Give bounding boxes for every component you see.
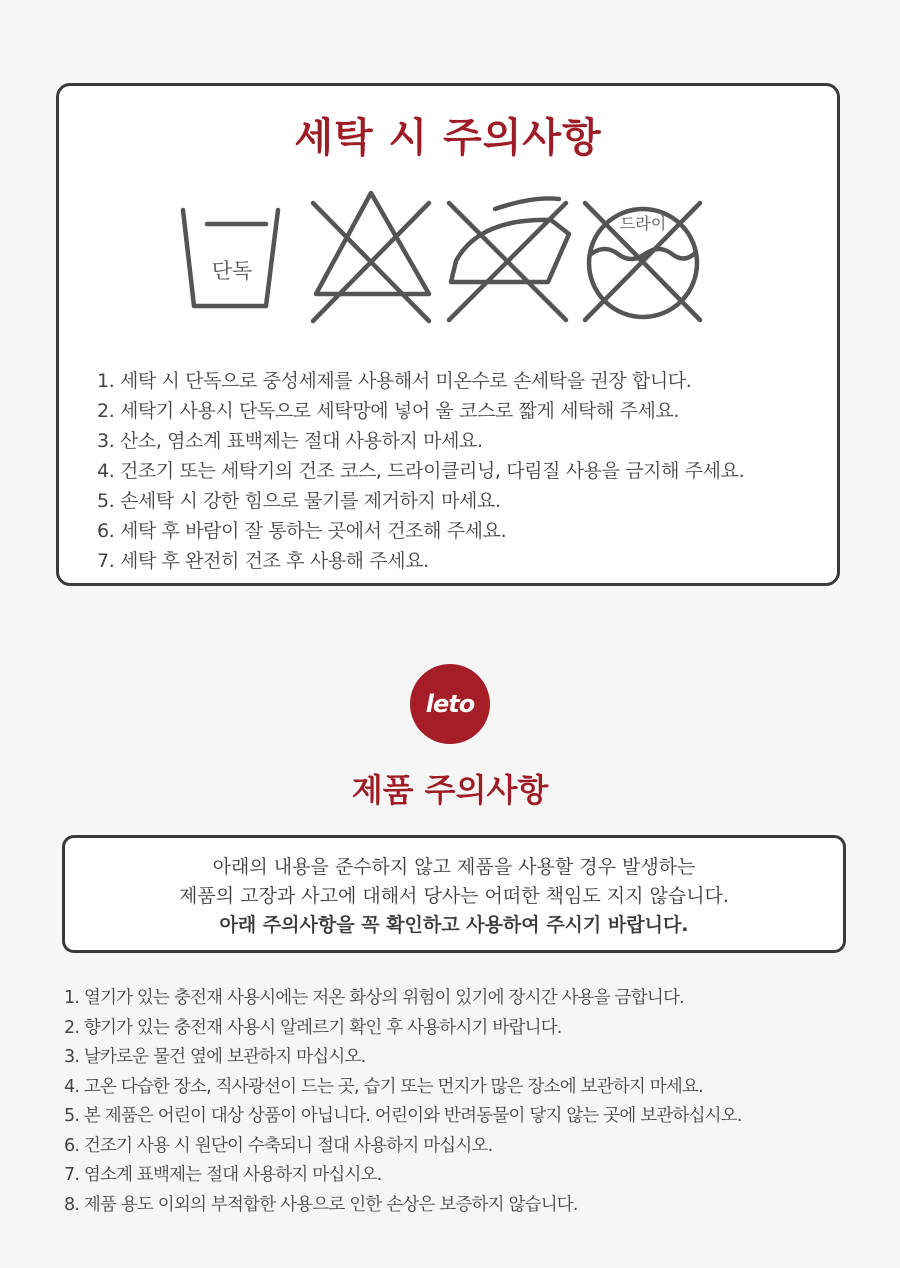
wash-care-box — [56, 83, 840, 586]
list-item: 5. 손세탁 시 강한 힘으로 물기를 제거하지 마세요. — [97, 490, 501, 512]
product-caution-title: 제품 주의사항 — [351, 771, 549, 809]
no-bleach-icon — [313, 193, 429, 321]
notice-line-emphasis: 아래 주의사항을 꼭 확인하고 사용하여 주시기 바랍니다. — [219, 914, 689, 936]
wash-care-list — [97, 366, 744, 576]
list-item: 6. 건조기 사용 시 원단이 수축되니 절대 사용하지 마십시오. — [64, 1135, 493, 1156]
brand-logo — [410, 664, 490, 744]
list-item: 2. 향기가 있는 충전재 사용시 알레르기 확인 후 사용하시기 바랍니다. — [64, 1017, 562, 1038]
list-item: 5. 본 제품은 어린이 대상 상품이 아닙니다. 어린이와 반려동물이 닿지 않는 곳에 보관하십시오. — [64, 1106, 742, 1126]
list-item: 1. 열기가 있는 충전재 사용시에는 저온 화상의 위험이 있기에 장시간 사용을 금합니다. — [64, 988, 684, 1008]
list-item: 4. 고온 다습한 장소, 직사광선이 드는 곳, 습기 또는 먼지가 많은 장소에 보관하지 마세요. — [64, 1076, 703, 1097]
list-item: 1. 세탁 시 단독으로 중성세제를 사용해서 미온수로 손세탁을 권장 합니다. — [97, 370, 692, 392]
notice-line: 제품의 고장과 사고에 대해서 당사는 어떠한 책임도 지지 않습니다. — [179, 885, 729, 907]
hand-wash-label: 단독 — [211, 259, 253, 283]
notice-box — [62, 835, 846, 953]
notice-line: 아래의 내용을 준수하지 않고 제품을 사용할 경우 발생하는 — [212, 856, 696, 878]
list-item: 4. 건조기 또는 세탁기의 건조 코스, 드라이클리닝, 다림질 사용을 금지해 주세요. — [97, 460, 745, 482]
list-item: 8. 제품 용도 이외의 부적합한 사용으로 인한 손상은 보증하지 않습니다. — [64, 1194, 578, 1215]
wash-care-title: 세탁 시 주의사항 — [294, 115, 602, 161]
brand-logo-text: leto — [425, 690, 475, 718]
product-caution-list — [64, 984, 742, 1220]
no-iron-icon — [449, 198, 569, 320]
dry-clean-label: 드라이 — [619, 214, 667, 233]
list-item: 3. 산소, 염소계 표백제는 절대 사용하지 마세요. — [97, 430, 483, 452]
list-item: 2. 세탁기 사용시 단독으로 세탁망에 넣어 울 코스로 짧게 세탁해 주세요. — [97, 400, 680, 422]
no-dry-clean-icon — [585, 203, 700, 320]
hand-wash-icon — [183, 210, 278, 306]
list-item: 7. 세탁 후 완전히 건조 후 사용해 주세요. — [97, 550, 429, 572]
list-item: 6. 세탁 후 바람이 잘 통하는 곳에서 건조해 주세요. — [97, 520, 507, 542]
list-item: 3. 날카로운 물건 옆에 보관하지 마십시오. — [64, 1047, 366, 1067]
list-item: 7. 염소계 표백제는 절대 사용하지 마십시오. — [64, 1165, 382, 1185]
